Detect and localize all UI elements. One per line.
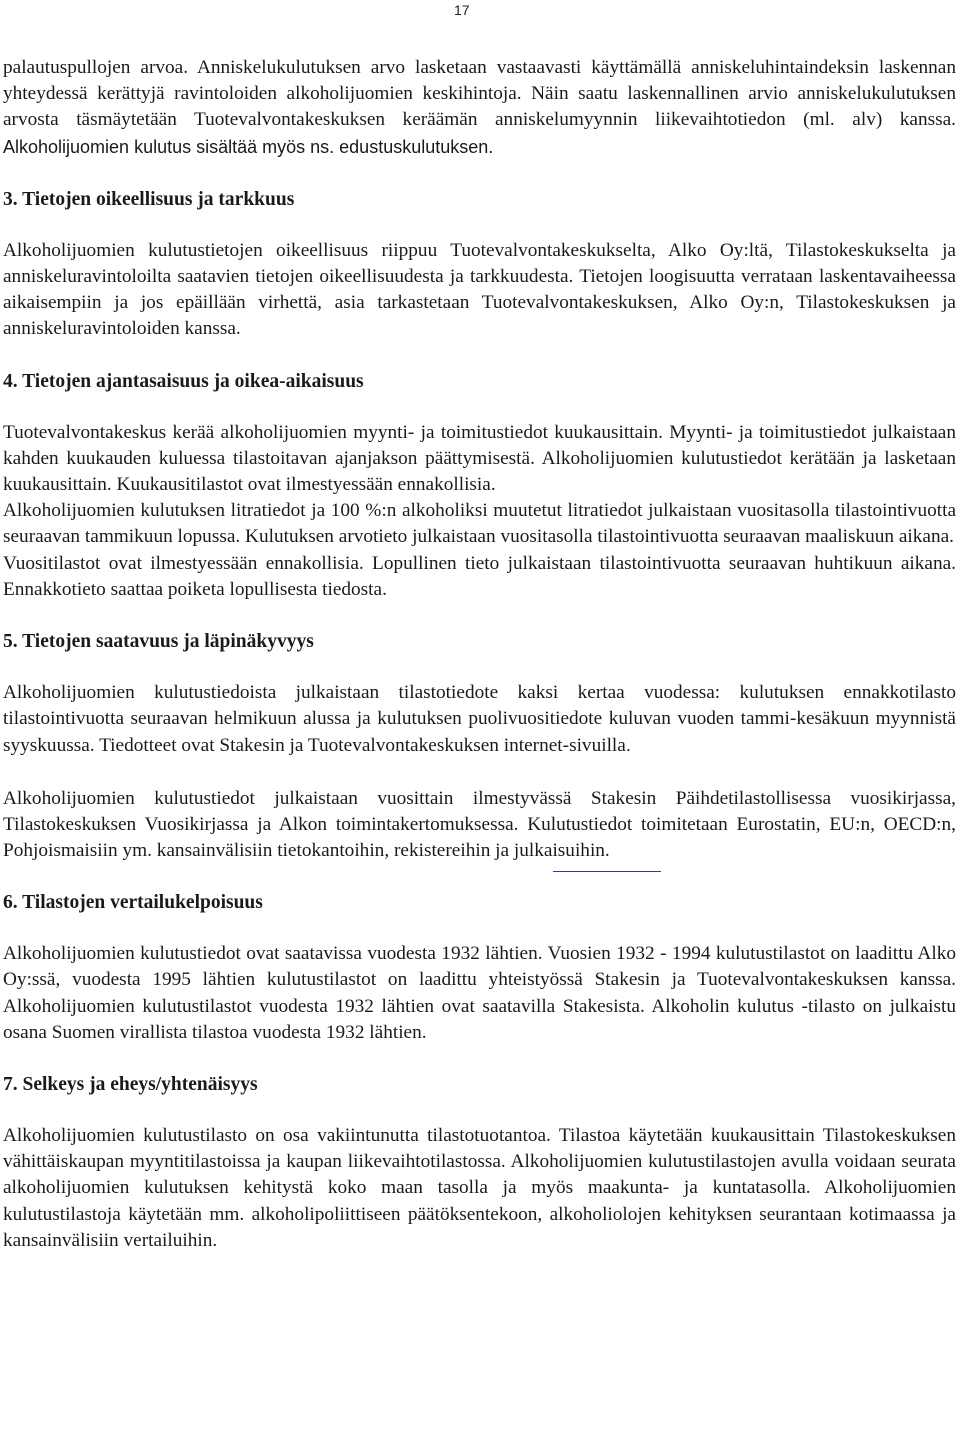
page-number: 17 [454, 2, 470, 18]
section-6-heading: 6. Tilastojen vertailukelpoisuus [3, 892, 263, 914]
section-5-paragraph-1 [3, 680, 956, 760]
hyperlink-underline[interactable] [553, 871, 661, 872]
section-4-paragraph-1: Tuotevalvontakeskus kerää alkoholijuomien myynti- ja toimitustiedot kuukausittain. Myynti- ja toimitustiedot julkaistaan kahden kuukauden kuluessa tilastoitavan ajanjakson päättymisestä. Alkoholijuomien kulutustiedot kerätään ja lasketaan kuukausittain. Kuukausitilastot ovat ilmestyessään ennakollisia. [3, 421, 956, 496]
section-5-heading: 5. Tietojen saatavuus ja läpinäkyvyys [3, 631, 314, 653]
section-3-paragraph: Alkoholijuomien kulutustietojen oikeellisuus riippuu Tuotevalvontakeskukselta, Alko Oy:ltä, Tilastokeskukselta ja anniskeluravintoloilta saatavien tietojen oikeellisuudesta ja tarkkuudesta. Tietojen loogisuutta verrataan laskentavaiheessa aikaisempiin ja jos epäillään virhettä, asia tarkastetaan Tuotevalvontakeskuksen, Alko Oy:n, Tilastokeskuksen ja anniskeluravintoloiden kanssa. [3, 239, 956, 340]
intro-text-sans: Alkoholijuomien kulutus sisältää myös ns. edustuskulutuksen. [3, 136, 494, 157]
intro-paragraph [3, 55, 956, 161]
intro-text: palautuspullojen arvoa. Anniskelukulutuksen arvo lasketaan vastaavasti käyttämällä anniskeluhintaindeksin laskennan yhteydessä kerättyjä ravintoloiden alkoholijuomien keskihintoja. Näin saatu laskennallinen arvio anniskelukulutuksen arvosta täsmäytetään Tuotevalvontakeskuksen keräämän anniskelumyynnin liikevaihtotiedon (ml. alv) kanssa. [3, 57, 956, 131]
section-4-paragraph-2: Alkoholijuomien kulutuksen litratiedot ja 100 %:n alkoholiksi muutetut litratiedot julkaistaan vuositasolla tilastointivuotta seuraavan tammikuun lopussa. Kulutuksen arvotieto julkaistaan vuositasolla tilastointivuotta seuraavan maaliskuun aikana. [3, 500, 956, 548]
section-6-paragraph: Alkoholijuomien kulutustiedot ovat saatavissa vuodesta 1932 lähtien. Vuosien 1932 - 1994 kulutustilastot on laadittu Alko Oy:ssä, vuodesta 1995 lähtien kulutustilastot on laadittu yhteistyössä Stakesin ja Tuotevalvontakeskuksen kanssa. Alkoholijuomien kulutustilastot vuodesta 1932 lähtien ovat saatavilla Stakesista. Alkoholin kulutus -tilasto on julkaistu osana Suomen virallista tilastoa vuodesta 1932 lähtien. [3, 943, 956, 1043]
section-4-paragraph-3: Vuositilastot ovat ilmestyessään ennakollisia. Lopullinen tieto julkaistaan tilastointivuotta seuraavan huhtikuun aikana. Ennakkotieto saattaa poiketa lopullisesta tiedosta. [3, 552, 956, 600]
section-7-heading: 7. Selkeys ja eheys/yhtenäisyys [3, 1074, 258, 1096]
section-5-paragraph-1-text: Alkoholijuomien kulutustiedoista julkaistaan tilastotiedote kaksi kertaa vuodessa: kulutuksen ennakkotilasto tilastointivuotta seuraavan helmikuun alussa ja kulutuksen puolivuositiedote kuluvan vuoden tammi-kesäkuun myynnistä syyskuussa. Tiedotteet ovat Stakesin ja Tuotevalvontakeskuksen internet-sivuilla [3, 682, 956, 757]
section-5-paragraph-1-end: . [625, 735, 631, 756]
document-body [3, 55, 956, 1254]
section-7-paragraph: Alkoholijuomien kulutustilasto on osa vakiintunutta tilastotuotantoa. Tilastoa käytetään kuukausittain Tilastokeskuksen vähittäiskaupan myyntitilastoissa ja kaupan liikevaihtotilastossa. Alkoholijuomien kulutustilastojen avulla voidaan seurata alkoholijuomien kulutuksen kehitystä koko maan tasolla ja myös maakunta- ja kuntatasolla. Alkoholijuomien kulutustilastoja käytetään mm. alkoholipoliittiseen päätöksentekoon, alkoholiolojen kehityksen seurantaan kotimaassa ja kansainvälisiin vertailuihin. [3, 1125, 956, 1251]
section-3-heading: 3. Tietojen oikeellisuus ja tarkkuus [3, 188, 295, 210]
section-5-paragraph-2: Alkoholijuomien kulutustiedot julkaistaan vuosittain ilmestyvässä Stakesin Päihdetilastollisessa vuosikirjassa, Tilastokeskuksen Vuosikirjassa ja Alkon toimintakertomuksessa. Kulutustiedot toimitetaan Eurostatin, EU:n, OECD:n, Pohjoismaisiin ym. kansainvälisiin tietokantoihin, rekistereihin ja julkaisuihin. [3, 787, 956, 862]
section-4-heading: 4. Tietojen ajantasaisuus ja oikea-aikaisuus [3, 370, 364, 392]
